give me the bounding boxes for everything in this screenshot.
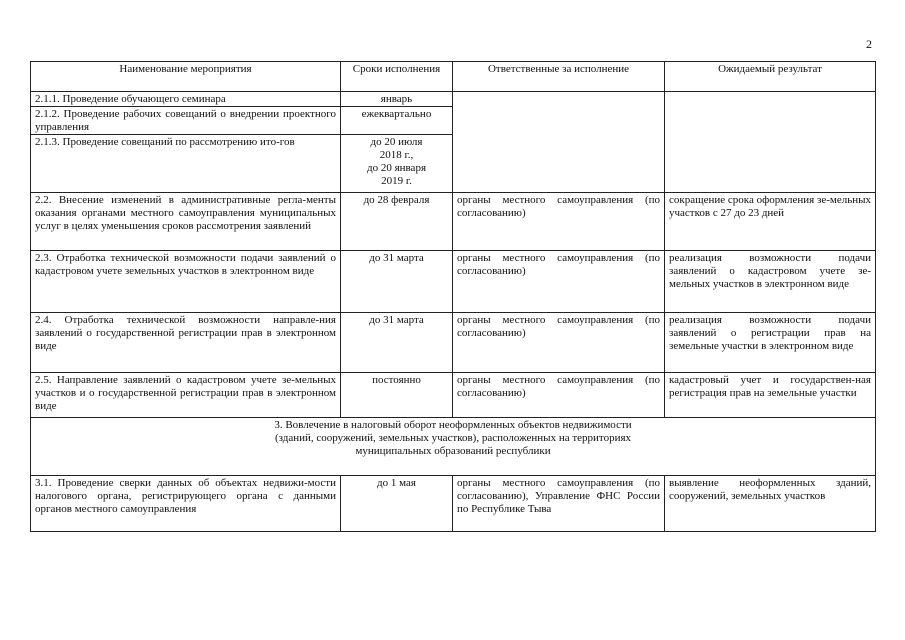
- section-heading: [31, 418, 876, 476]
- row-result: реализация возможности подачи заявлений о кадастровом учете зе-мельных участков в электронном виде: [665, 251, 876, 313]
- row-term: ежеквартально: [341, 107, 453, 135]
- row-result: выявление неоформленных зданий, сооружений, земельных участков: [665, 476, 876, 532]
- row-term: январь: [341, 92, 453, 107]
- row-name: 2.2. Внесение изменений в административные регла-менты оказания органами местного самоуправления муниципальных услуг в целях уменьшения сроков рассмотрения заявлений: [31, 193, 341, 251]
- row-name: 2.4. Отработка технической возможности направле-ния заявлений о государственной регистрации прав в электронном виде: [31, 313, 341, 373]
- row-term: до 1 мая: [341, 476, 453, 532]
- row-responsible: органы местного самоуправления (по согласованию): [453, 193, 665, 251]
- term-line: до 20 января: [366, 162, 427, 174]
- row-responsible-empty: [453, 92, 665, 193]
- row-term: [341, 135, 453, 193]
- row-name: 3.1. Проведение сверки данных об объектах недвижи-мости налогового органа, регистрирующего органа с данными органов местного самоуправления: [31, 476, 341, 532]
- plan-table: [30, 61, 876, 532]
- row-result: сокращение срока оформления зе-мельных участков с 27 до 23 дней: [665, 193, 876, 251]
- row-responsible: органы местного самоуправления (по согласованию): [453, 313, 665, 373]
- header-result: Ожидаемый результат: [665, 62, 876, 92]
- row-result-empty: [665, 92, 876, 193]
- row-name: 2.1.1. Проведение обучающего семинара: [31, 92, 341, 107]
- section-heading-line: (зданий, сооружений, земельных участков), расположенных на территориях: [274, 432, 632, 444]
- row-term: постоянно: [341, 373, 453, 418]
- page-number: 2: [866, 37, 872, 51]
- table-row: [31, 476, 876, 532]
- header-term: Сроки исполнения: [341, 62, 453, 92]
- table-row: [31, 92, 876, 107]
- table-row: [31, 373, 876, 418]
- section-heading-line: муниципальных образований республики: [355, 445, 551, 457]
- row-result: кадастровый учет и государствен-ная регистрация прав на земельные участки: [665, 373, 876, 418]
- term-line: 2018 г.,: [379, 149, 414, 161]
- table-row: [31, 251, 876, 313]
- section-heading-line: 3. Вовлечение в налоговый оборот неоформленных объектов недвижимости: [274, 419, 632, 431]
- row-responsible: органы местного самоуправления (по согласованию), Управление ФНС России по Республике Тыва: [453, 476, 665, 532]
- row-name: 2.1.3. Проведение совещаний по рассмотрению ито-гов: [31, 135, 341, 193]
- row-name: 2.1.2. Проведение рабочих совещаний о внедрении проектного управления: [31, 107, 341, 135]
- row-result: реализация возможности подачи заявлений о регистрации прав на земельные участки в электронном виде: [665, 313, 876, 373]
- row-term: до 28 февраля: [341, 193, 453, 251]
- term-line: 2019 г.: [381, 175, 412, 187]
- term-line: до 20 июля: [370, 136, 423, 148]
- row-responsible: органы местного самоуправления (по согласованию): [453, 251, 665, 313]
- row-name: 2.3. Отработка технической возможности подачи заявлений о кадастровом учете земельных участков в электронном виде: [31, 251, 341, 313]
- header-responsible: Ответственные за исполнение: [453, 62, 665, 92]
- row-term: до 31 марта: [341, 313, 453, 373]
- section-heading-row: [31, 418, 876, 476]
- table-header-row: [31, 62, 876, 92]
- row-responsible: органы местного самоуправления (по согласованию): [453, 373, 665, 418]
- header-name: Наименование мероприятия: [31, 62, 341, 92]
- table-row: [31, 313, 876, 373]
- table-row: [31, 193, 876, 251]
- row-name: 2.5. Направление заявлений о кадастровом учете зе-мельных участков и о государственной регистрации прав в электронном виде: [31, 373, 341, 418]
- row-term: до 31 марта: [341, 251, 453, 313]
